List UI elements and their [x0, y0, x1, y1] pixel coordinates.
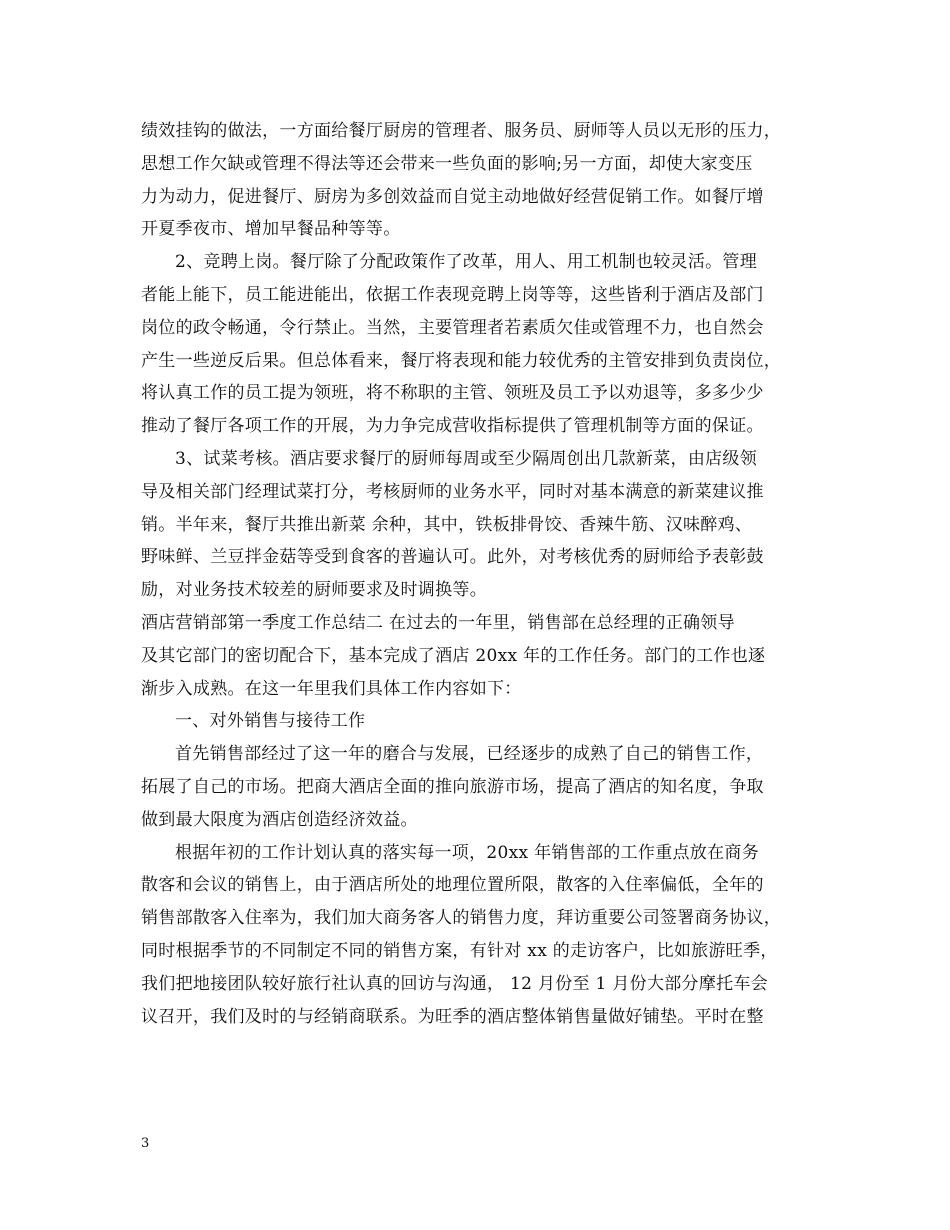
text-line: 开夏季夜市、增加早餐品种等等。: [141, 219, 401, 240]
text-line: 产生一些逆反后果。但总体看来，餐厅将表现和能力较优秀的主管安排到负责岗位，: [141, 350, 782, 371]
text-line: 做到最大限度为酒店创造经济效益。: [141, 809, 418, 830]
text-line: 绩效挂钩的做法，一方面给餐厅厨房的管理者、服务员、厨师等人员以无形的压力，: [141, 121, 782, 141]
text-line: 力为动力，促进餐厅、厨房为多创效益而自觉主动地做好经营促销工作。如餐厅增: [141, 186, 764, 207]
text-line: 推动了餐厅各项工作的开展，为力争完成营收指标提供了管理机制等方面的保证。: [141, 416, 764, 437]
page-number: 3: [141, 1136, 150, 1151]
text-line: 销。半年来，餐厅共推出新菜 余种，其中，铁板排骨饺、香辣牛筋、汉味醉鸡、: [141, 514, 753, 535]
text-line: 者能上能下，员工能进能出，依据工作表现竞聘上岗等等，这些皆利于酒店及部门: [141, 284, 764, 305]
text-line: 野味鲜、兰豆拌金菇等受到食客的普遍认可。此外，对考核优秀的厨师给予表彰鼓: [141, 547, 764, 568]
text-line: 首先销售部经过了这一年的磨合与发展，已经逐步的成熟了自己的销售工作，: [175, 744, 764, 765]
text-line: 销售部散客入住率为，我们加大商务客人的销售力度，拜访重要公司签署商务协议，: [141, 908, 782, 929]
text-line: 3、试菜考核。酒店要求餐厅的厨师每周或至少隔周创出几款新菜，由店级领: [175, 448, 758, 469]
text-line: 议召开，我们及时的与经销商联系。为旺季的酒店整体销售量做好铺垫。平时在整: [141, 1006, 764, 1027]
section-heading-line: 酒店营销部第一季度工作总结二 在过去的一年里，销售部在总经理的正确领导: [141, 612, 735, 633]
text-line: 渐步入成熟。在这一年里我们具体工作内容如下：: [141, 678, 522, 699]
text-line: 及其它部门的密切配合下，基本完成了酒店 20xx 年的工作任务。部门的工作也逐: [141, 645, 766, 666]
document-body: [141, 115, 831, 1033]
text-line: 思想工作欠缺或管理不得法等还会带来一些负面的影响;另一方面，却使大家变压: [141, 153, 753, 174]
subheading-line: 一、对外销售与接待工作: [175, 711, 366, 732]
text-line: 同时根据季节的不同制定不同的销售方案，有针对 xx 的走访客户，比如旅游旺季，: [141, 940, 778, 961]
text-line: 岗位的政令畅通，令行禁止。当然，主要管理者若素质欠佳或管理不力，也自然会: [141, 317, 764, 338]
text-line: 根据年初的工作计划认真的落实每一项，20xx 年销售部的工作重点放在商务: [175, 842, 760, 863]
text-line: 导及相关部门经理试菜打分，考核厨师的业务水平，同时对基本满意的新菜建议推: [141, 481, 764, 502]
text-line: 我们把地接团队较好旅行社认真的回访与沟通， 12 月份至 1 月份大部分摩托车会: [141, 973, 769, 994]
text-line: 励，对业务技术较差的厨师要求及时调换等。: [141, 580, 487, 601]
text-line: 拓展了自己的市场。把商大酒店全面的推向旅游市场，提高了酒店的知名度，争取: [141, 776, 764, 797]
text-line: 散客和会议的销售上，由于酒店所处的地理位置所限，散客的入住率偏低，全年的: [141, 875, 764, 896]
text-line: 将认真工作的员工提为领班，将不称职的主管、领班及员工予以劝退等，多多少少: [141, 383, 764, 404]
text-line: 2、竞聘上岗。餐厅除了分配政策作了改革，用人、用工机制也较灵活。管理: [175, 252, 758, 273]
